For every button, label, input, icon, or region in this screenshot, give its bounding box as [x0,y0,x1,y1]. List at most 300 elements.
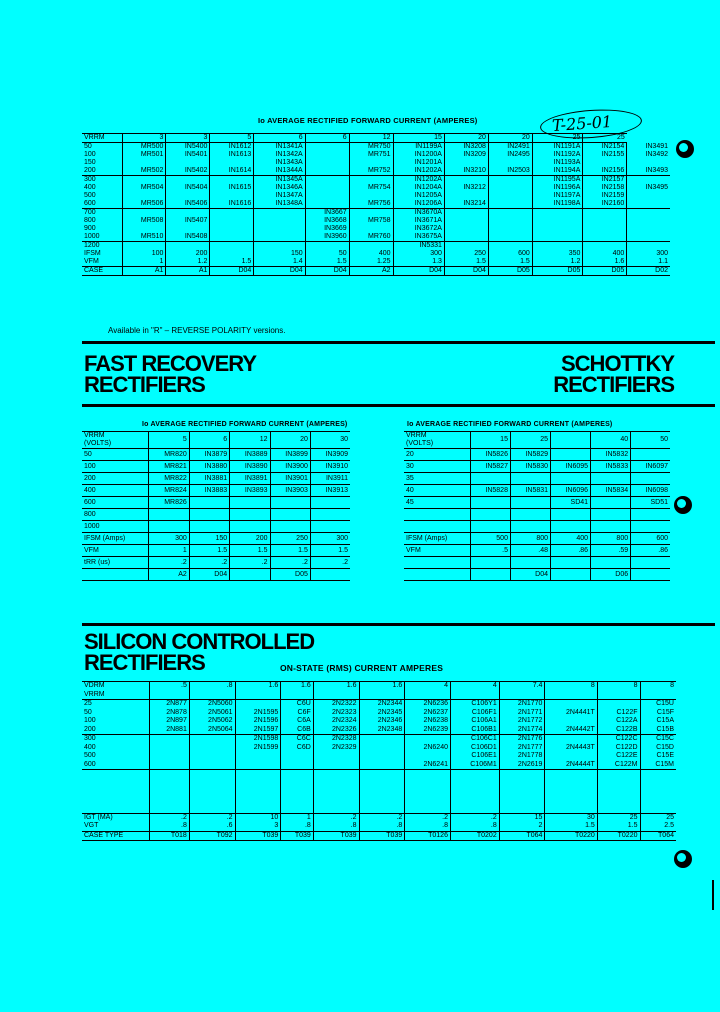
table-cell [189,770,235,814]
table-cell: IN3910 [310,461,350,473]
table-row [82,461,350,473]
table-cell: VRRM [82,134,122,143]
table-cell: 2N2344 2N2345 2N2346 2N2348 [359,700,405,735]
table-cell [405,770,451,814]
table-cell: 50 1.5 [305,242,349,267]
table-cell: T064 [640,831,676,841]
table-cell: IN3881 [189,473,229,485]
table-cell: 5 [210,134,254,143]
table-cell [591,557,631,569]
table-cell [488,176,532,209]
table-cell: IN5826 [470,449,510,461]
table-cell: 600 1.5 [488,242,532,267]
table-cell: IN3893 [230,485,270,497]
table-cell: T0126 [405,831,451,841]
table-row [82,143,670,176]
table-cell: T018 [150,831,190,841]
table-cell [551,557,591,569]
table-cell: D05 [583,267,627,276]
table-row [82,485,350,497]
table-cell: IN5832 [591,449,631,461]
table-cell: A2 [349,267,393,276]
table-row [82,770,676,814]
table-cell: IN3913 [310,485,350,497]
table-row [404,509,670,521]
table-cell: IN3879 [189,449,229,461]
table-cell: .5 [150,682,190,700]
table-cell: 25 [532,134,583,143]
table-cell: 800 [510,533,550,545]
table-cell: IN3911 [310,473,350,485]
scr-title-line1: SILICON CONTROLLED [84,629,315,654]
binder-hole-icon [674,496,692,514]
table-cell: 400 [82,485,149,497]
table-case-row [82,831,676,841]
schottky-table [404,431,670,581]
table-cell: .2 [310,557,350,569]
table-cell: 2N1770 2N1771 2N1772 2N1774 [499,700,545,735]
table-cell [470,473,510,485]
table-cell [254,209,305,242]
table-cell: IN3670A IN3671A IN3672A IN3675A [393,209,444,242]
table-row [404,473,670,485]
table-cell: IN1191A IN1192A IN1193A IN1194A [532,143,583,176]
table-case-row [404,569,670,581]
table-row [404,497,670,509]
table-row [82,557,350,569]
table-cell: IN6096 [551,485,591,497]
table-cell: MR504 MR506 [122,176,166,209]
table-cell [150,770,190,814]
table-cell [82,569,149,581]
table-cell: IN1199A IN1200A IN1201A IN1202A [393,143,444,176]
table-cell: 1.5 [230,545,270,557]
table-cell: C15C C15D C15E C15M [640,735,676,770]
table-cell [305,143,349,176]
table-cell: IN6098 [631,485,670,497]
table-row [82,813,676,831]
table-cell [551,432,591,449]
table-cell: 4 [405,682,451,700]
table-cell: 6 [305,134,349,143]
table-cell: A2 [149,569,189,581]
table-cell [510,497,550,509]
table-cell: IN5831 [510,485,550,497]
table-cell: C6C C6D [281,735,313,770]
table-cell [551,509,591,521]
table-cell: IN1341A IN1342A IN1343A IN1344A [254,143,305,176]
table-cell [591,509,631,521]
table-cell [281,770,313,814]
table-cell: 200 [82,473,149,485]
table-cell: tRR (us) [82,557,149,569]
table-cell: 2N1595 2N1596 2N1597 [235,700,281,735]
table-cell: 600 [82,497,149,509]
table-cell: 15 2 [499,813,545,831]
schottky-title [544,353,674,395]
table-cell: 20 [444,134,488,143]
table-cell: C106Y1 C106F1 C106A1 C106B1 [450,700,499,735]
table-case-row [82,569,350,581]
table-cell: 2N6240 2N6241 [405,735,451,770]
table-cell: 300 1.1 [627,242,670,267]
table-cell: T064 [499,831,545,841]
table-cell: 2N6236 2N6237 2N6238 2N6239 [405,700,451,735]
table-cell: 400 1.6 [583,242,627,267]
table-cell: .5 [470,545,510,557]
table-cell: D06 [591,569,631,581]
table-cell [189,735,235,770]
table-cell [591,473,631,485]
table-cell [230,509,270,521]
table-cell [470,497,510,509]
table-cell: 1.6 [235,682,281,700]
table-cell: IFSM (Amps) [82,533,149,545]
table-cell [551,449,591,461]
table-cell: MR821 [149,461,189,473]
table-cell: 2N877 2N878 2N897 2N881 [150,700,190,735]
table-cell: D05 [270,569,310,581]
table-cell: IN6095 [551,461,591,473]
table-cell [488,209,532,242]
table-cell [510,473,550,485]
table-cell: 2N1598 2N1599 [235,735,281,770]
table-cell: IN5829 [510,449,550,461]
table-row [82,509,350,521]
table-cell: IGT (MA) VGT [82,813,150,831]
table-cell: 50 [84,450,92,458]
table-cell: C6U C6F C6A C6B [281,700,313,735]
table-cell [313,770,359,814]
table-cell [499,770,545,814]
table-cell: 12 [230,432,270,449]
table-cell: 30 [404,461,470,473]
table-cell: 20 [406,450,414,458]
table-cell: A1 [166,267,210,276]
table-cell: VFM [82,545,149,557]
table-cell: 250 [270,533,310,545]
table-cell: SD51 [631,497,670,509]
table-header-row [82,682,676,700]
table-cell: 25 50 100 200 [84,700,96,733]
table-row [404,485,670,497]
table-cell: 250 1.5 [444,242,488,267]
table-cell [583,209,627,242]
table-cell: 2N2328 2N2329 [313,735,359,770]
fast-title-line1: FAST RECOVERY [84,351,256,376]
table-cell [82,770,150,814]
fast-table-header: Io AVERAGE RECTIFIED FORWARD CURRENT (AMPERES) [142,421,348,428]
table-cell [359,735,405,770]
table-cell: D04 [210,267,254,276]
table-cell [270,509,310,521]
table-cell [551,473,591,485]
table-cell: T092 [189,831,235,841]
table-cell: 800 [82,509,149,521]
table-cell: C106C1 C106D1 C106E1 C106M1 [450,735,499,770]
table-row [404,557,670,569]
table-cell: T039 [313,831,359,841]
table-cell: .2 .6 [189,813,235,831]
table-cell: 8 [640,682,676,700]
table-cell: IN3891 [230,473,270,485]
table-cell: D04 [393,267,444,276]
table-row [82,533,350,545]
table-cell: IN3880 [189,461,229,473]
table-cell: 400 [551,533,591,545]
table-cell [470,557,510,569]
table-cell: .86 [631,545,670,557]
table-cell [230,569,270,581]
table-cell: MR508 MR510 [122,209,166,242]
table-cell: IN2491 IN2495 IN2503 [488,143,532,176]
table-cell: D02 [627,267,670,276]
table-cell: IN1612 IN1613 IN1614 [210,143,254,176]
table-cell: T039 [281,831,313,841]
table-cell: 4 [450,682,499,700]
table-cell [404,569,470,581]
table-cell: 45 [404,497,470,509]
table-cell [270,497,310,509]
table-cell: IN1615 IN1616 [210,176,254,209]
table-cell: IN3491 IN3492 IN3493 [627,143,670,176]
table-cell [310,509,350,521]
table-cell: 2N4443T 2N4444T [545,735,597,770]
table-cell: 200 1.2 [166,242,210,267]
table-cell: IN3901 [270,473,310,485]
table-cell: MR500 MR501 MR502 [122,143,166,176]
table-cell: .59 [591,545,631,557]
table-cell: 15 [470,432,510,449]
table-cell: 300 400 500 600 [82,735,150,770]
table-cell [230,521,270,533]
table-cell: IN5404 IN5406 [166,176,210,209]
table-cell [404,509,470,521]
page-edge-line [712,880,714,910]
table-case-row [82,267,670,276]
table-cell: .86 [551,545,591,557]
table-cell: C122F C122A C122B [597,700,640,735]
table-cell: 300 [149,533,189,545]
table-cell: T0220 [545,831,597,841]
table-cell [631,557,670,569]
table-row [404,461,670,473]
table-cell: 3 [122,134,166,143]
schottky-title-line2: RECTIFIERS [553,372,674,397]
table-header-row [404,432,670,449]
table-cell: 25 [510,432,550,449]
table-cell: 35 [404,473,470,485]
table-cell [591,521,631,533]
table-cell [149,521,189,533]
table-cell [597,770,640,814]
table-cell: 800 [591,533,631,545]
table-cell: 1.6 [313,682,359,700]
table-row [82,242,670,267]
table-cell: .2 .8 [359,813,405,831]
table-cell: .2 .8 [150,813,190,831]
table-cell: IN1202A IN1204A IN1205A IN1206A [393,176,444,209]
table-cell: .48 [510,545,550,557]
table-cell: SD41 [551,497,591,509]
table-cell: 2N1776 2N1777 2N1778 2N2619 [499,735,545,770]
table-cell [150,735,190,770]
table-cell: 10 3 [235,813,281,831]
table-cell: 1.5 [210,242,254,267]
table-cell: .2 [270,557,310,569]
table-cell [470,569,510,581]
table-cell: T0202 [450,831,499,841]
table-cell [444,209,488,242]
table-cell [305,176,349,209]
table-cell: .2 [149,557,189,569]
scr-title-line2: RECTIFIERS [84,650,205,675]
table-cell [631,473,670,485]
table-cell: 20 [488,134,532,143]
table-cell [149,509,189,521]
scr-table-header: ON-STATE (RMS) CURRENT AMPERES [280,663,444,673]
table-cell: 6 [189,432,229,449]
table-cell: 7.4 [499,682,545,700]
table-cell: VRRM (VOLTS) [404,432,470,449]
table-header-row [82,432,350,449]
fast-title-line2: RECTIFIERS [84,372,205,397]
binder-hole-icon [674,850,692,868]
section-divider [82,623,715,626]
table-cell: IFSM (Amps) [404,533,470,545]
table-row [404,545,670,557]
table-cell: IN5407 IN5408 [166,209,210,242]
table-cell [189,509,229,521]
table-cell: D04 [305,267,349,276]
table-cell: 12 [349,134,393,143]
std-polarity-note: Available in "R" – REVERSE POLARITY versions. [108,326,286,335]
table-cell [551,569,591,581]
table-cell [551,521,591,533]
table-cell: MR826 [149,497,189,509]
table-cell: MR820 [149,449,189,461]
table-cell: D04 [189,569,229,581]
table-row [82,700,676,735]
table-cell [631,569,670,581]
table-cell: IN1345A IN1346A IN1347A IN1348A [254,176,305,209]
table-cell: 200 [230,533,270,545]
table-cell: IN5828 [470,485,510,497]
table-cell: 40 [404,485,470,497]
table-cell [210,209,254,242]
table-cell: 40 [591,432,631,449]
table-cell: MR750 MR751 MR752 [349,143,393,176]
table-cell: D05 [488,267,532,276]
table-cell: D05 [532,267,583,276]
table-cell: .2 [189,557,229,569]
table-cell: IN3909 [310,449,350,461]
table-cell: 8 [597,682,640,700]
table-cell: 15 [393,134,444,143]
table-cell: .2 [230,557,270,569]
table-cell: 1.5 [189,545,229,557]
table-cell [631,521,670,533]
table-row [404,449,670,461]
std-table-header: Io AVERAGE RECTIFIED FORWARD CURRENT (AMPERES) [258,116,478,125]
table-cell: 2N2322 2N2323 2N2324 2N2326 [313,700,359,735]
table-cell: 150 [189,533,229,545]
table-cell: IN3212 IN3214 [444,176,488,209]
table-cell: T039 [235,831,281,841]
table-cell [640,770,676,814]
table-cell: T039 [359,831,405,841]
table-cell [510,509,550,521]
table-cell [310,497,350,509]
table-cell: IN3900 [270,461,310,473]
table-cell: 1.5 [270,545,310,557]
section-divider [82,404,715,407]
table-row [404,521,670,533]
table-cell: .2 .8 [450,813,499,831]
table-cell [545,770,597,814]
table-cell: 100 [82,461,149,473]
table-cell: 1.6 [281,682,313,700]
table-cell: IN3883 [189,485,229,497]
table-cell: D04 [510,569,550,581]
table-cell: IN5331 300 1.3 [393,242,444,267]
table-cell: VFM [404,545,470,557]
table-cell: C122C C122D C122E C122M [597,735,640,770]
std-table [82,133,670,276]
table-cell: D04 [444,267,488,276]
table-cell: MR824 [149,485,189,497]
table-cell: 3 [166,134,210,143]
table-cell: 350 1.2 [532,242,583,267]
table-cell: 1000 [82,521,149,533]
table-cell [450,770,499,814]
table-cell: 100 1 [122,242,166,267]
table-cell: 2N5060 2N5061 2N5062 2N5064 [189,700,235,735]
table-cell: 300 [310,533,350,545]
table-cell [230,497,270,509]
table-cell: 50 [631,432,670,449]
table-cell: 50 100 150 200 [84,143,96,174]
table-cell: IN1195A IN1196A IN1197A IN1198A [532,176,583,209]
table-cell: 500 [470,533,510,545]
binder-hole-icon [676,140,694,158]
table-cell [359,770,405,814]
table-cell: MR822 [149,473,189,485]
table-cell: 30 [310,432,350,449]
section-divider [82,341,715,344]
table-cell: 1 [149,545,189,557]
table-cell [591,497,631,509]
table-cell [404,557,470,569]
table-cell: IN3208 IN3209 IN3210 [444,143,488,176]
fast-recovery-title [84,353,256,395]
table-cell [189,497,229,509]
table-cell: MR758 MR760 [349,209,393,242]
table-cell: 20 [270,432,310,449]
table-row [82,521,350,533]
table-cell: IN3889 [230,449,270,461]
table-cell [470,509,510,521]
table-cell: IN3667 IN3668 IN3669 IN3960 [305,209,349,242]
table-cell: IN5834 [591,485,631,497]
table-cell [631,509,670,521]
table-cell: 2N4441T 2N4442T [545,700,597,735]
table-cell: 150 1.4 [254,242,305,267]
table-cell [631,449,670,461]
table-cell [510,557,550,569]
table-row [82,473,350,485]
table-cell: 400 1.25 [349,242,393,267]
